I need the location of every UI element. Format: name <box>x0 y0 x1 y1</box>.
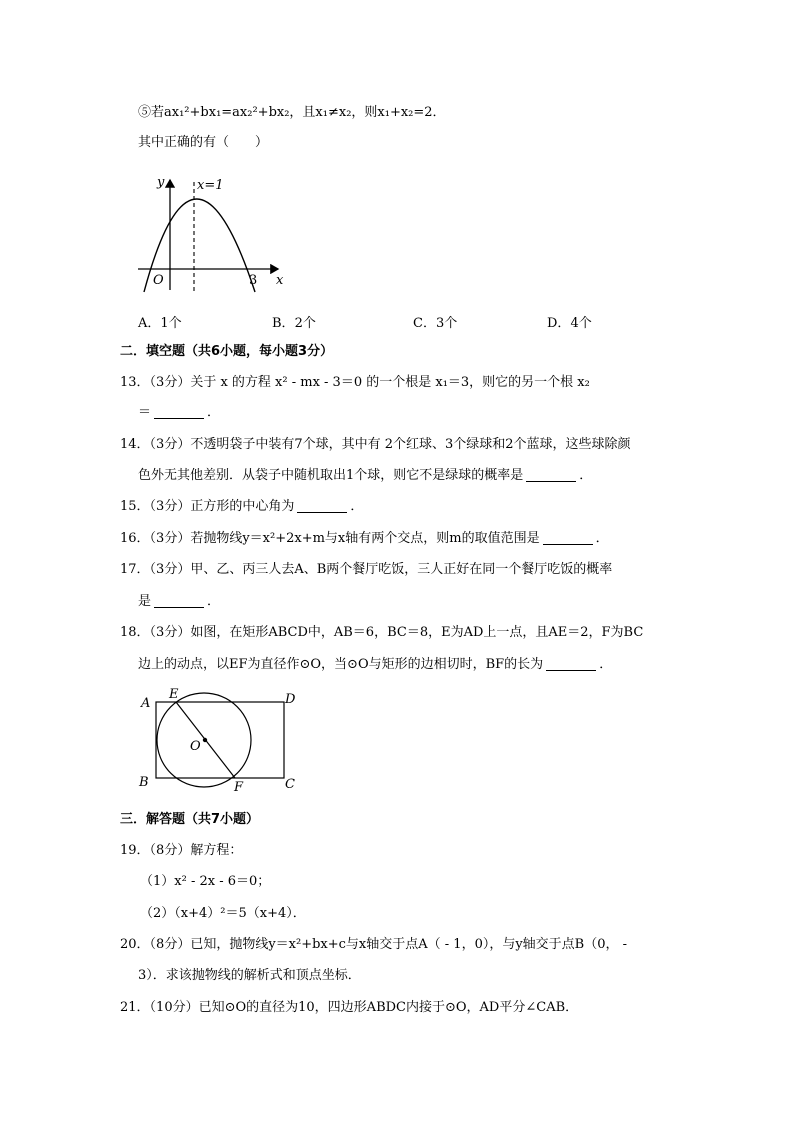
answer-blank[interactable] <box>526 467 576 482</box>
section3-heading: 三．解答题（共7小题） <box>120 812 260 827</box>
q19-sub2: （2）（x+4）²＝5（x+4）． <box>140 906 306 921</box>
q20-line2: 3）．求该抛物线的解析式和顶点坐标． <box>138 968 361 983</box>
label-d: D <box>285 692 296 707</box>
q12-item5 <box>138 103 446 123</box>
q12-options <box>0 312 794 332</box>
option-d[interactable] <box>547 312 592 331</box>
center-point <box>203 738 207 742</box>
label-a: A <box>141 696 151 711</box>
section2-heading: 二．填空题（共6小题，每小题3分） <box>120 344 334 359</box>
q19-sub1: （1）x² - 2x - 6＝0； <box>140 874 271 889</box>
option-letter: C． <box>413 316 436 331</box>
label-f: F <box>234 780 244 795</box>
option-text: 1个 <box>160 316 182 331</box>
q14-line2: 色外无其他差别．从袋子中随机取出1个球，则它不是绿球的概率是 ． <box>138 468 593 483</box>
option-a[interactable] <box>138 312 182 331</box>
label-e: E <box>169 688 179 702</box>
label-c: C <box>285 777 295 792</box>
q17-line1: 17．（3分）甲、乙、丙三人去A、B两个餐厅吃饭，三人正好在同一个餐厅吃饭的概率 <box>120 562 613 577</box>
q17-line2: 是 ． <box>138 594 221 609</box>
item-number-circle: ⑤ <box>138 105 152 120</box>
q18-line2: 边上的动点，以EF为直径作⊙O，当⊙O与矩形的边相切时，BF的长为 ． <box>138 657 613 672</box>
q13-line1: 13．（3分）关于 x 的方程 x² - mx - 3＝0 的一个根是 x₁＝3，则它的另一个根 x₂ <box>120 375 590 390</box>
answer-blank[interactable] <box>543 530 593 545</box>
parabola-graph <box>130 168 300 298</box>
label-o: O <box>190 739 201 754</box>
root-label: 3 <box>249 273 258 288</box>
q14-line1: 14．（3分）不透明袋子中装有7个球，其中有 2个红球、3个绿球和2个蓝球，这些球除颜 <box>120 437 631 452</box>
q20-line1: 20．（8分）已知，抛物线y＝x²+bx+c与x轴交于点A（ - 1，0），与y轴交于点B（0， - <box>120 937 628 952</box>
q15-line1: 15．（3分）正方形的中心角为 ． <box>120 499 364 514</box>
item5-text: 若ax₁²+bx₁=ax₂²+bx₂，且x₁≠x₂，则x₁+x₂=2． <box>151 105 446 120</box>
equals-sign: ＝ <box>138 405 152 420</box>
option-c[interactable] <box>413 312 457 331</box>
answer-blank[interactable] <box>546 656 596 671</box>
rectangle-circle-figure <box>130 688 310 800</box>
q12-prompt: 其中正确的有（ ） <box>138 135 269 150</box>
rectangle-abcd <box>156 702 284 778</box>
answer-blank[interactable] <box>154 593 204 608</box>
y-axis-label: y <box>157 175 165 190</box>
q18-line1: 18．（3分）如图，在矩形ABCD中，AB＝6，BC＝8，E为AD上一点，且AE＝2，F为BC <box>120 625 644 640</box>
q17-text: 是 <box>138 594 152 609</box>
symmetry-label: x=1 <box>197 178 224 193</box>
answer-blank[interactable] <box>154 404 204 419</box>
label-b: B <box>139 775 149 790</box>
answer-blank[interactable] <box>297 498 347 513</box>
x-axis-label: x <box>276 273 284 288</box>
q21-line1: 21．（10分）已知⊙O的直径为10，四边形ABDC内接于⊙O，AD平分∠CAB． <box>120 1000 579 1015</box>
option-text: 4个 <box>570 316 592 331</box>
option-letter: A． <box>138 316 161 331</box>
q18-text: 边上的动点，以EF为直径作⊙O，当⊙O与矩形的边相切时，BF的长为 <box>138 657 544 672</box>
option-text: 3个 <box>435 316 458 331</box>
q16-line1: 16．（3分）若抛物线y＝x²+2x+m与x轴有两个交点，则m的取值范围是 ． <box>120 531 609 546</box>
origin-label: O <box>153 273 164 288</box>
q13-line2: ＝ ． <box>138 405 221 420</box>
option-letter: B． <box>272 316 295 331</box>
option-b[interactable] <box>272 312 316 331</box>
q16-text: 16．（3分）若抛物线y＝x²+2x+m与x轴有两个交点，则m的取值范围是 <box>120 531 540 546</box>
q14-text: 色外无其他差别．从袋子中随机取出1个球，则它不是绿球的概率是 <box>138 468 524 483</box>
option-text: 2个 <box>294 316 316 331</box>
q15-text: 15．（3分）正方形的中心角为 <box>120 499 295 514</box>
q19-line1: 19．（8分）解方程： <box>120 843 243 858</box>
option-letter: D． <box>547 316 571 331</box>
